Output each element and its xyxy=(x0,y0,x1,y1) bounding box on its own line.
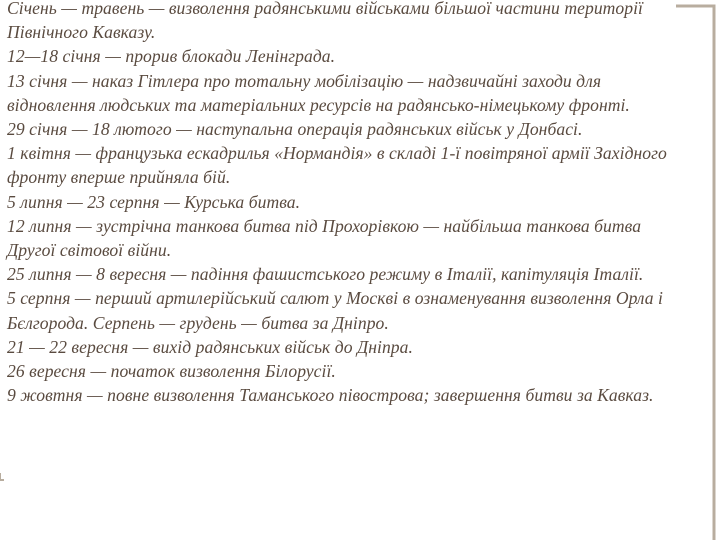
timeline-entry: 25 липня — 8 вересня — падіння фашистського режиму в Італії, капітуляція Італії. xyxy=(7,264,644,285)
timeline-entry: 12 липня — зустрічна танкова битва під Прохорівкою — найбільша танкова битва Другої світової війни. xyxy=(7,215,642,261)
timeline-entry: 1 квітня — французька ескадрилья «Нормандія» в складі 1-ї повітряної армії Західного фронту вперше прийняла бій. xyxy=(7,143,667,188)
timeline-entry: 5 липня — 23 серпня — Курська битва. xyxy=(7,191,301,212)
timeline-entry: Січень — травень — визволення радянськими військами більшої частини території Північного Кавказу. xyxy=(7,0,643,43)
timeline-entry: 13 січня — наказ Гітлера про тотальну мобілізацію — надзвичайні заходи для відновлення людських та матеріальних ресурсів на радянсько-німецькому фронті. xyxy=(7,70,630,115)
timeline-entry: 21 — 22 вересня — вихід радянських військ до Дніпра. xyxy=(7,336,413,357)
timeline-entry: 29 січня — 18 лютого — наступальна операція радянських військ у Донбасі. xyxy=(7,119,583,140)
timeline-entry: 9 жовтня — повне визволення Таманського півострова; завершення битви за Кавказ. xyxy=(7,385,654,406)
bottom-left-bracket xyxy=(0,473,4,480)
timeline-text xyxy=(7,0,667,407)
timeline-entry: 26 вересня — початок визволення Білорусії. xyxy=(7,361,336,382)
timeline-entry: 5 серпня — перший артилерійський салют у Москві в ознаменування визволення Орла і Бєлгорода. Серпень — грудень — битва за Дніпро. xyxy=(7,288,663,333)
timeline-entry: 12—18 січня — прорив блокади Ленінграда. xyxy=(7,46,336,67)
corner-brace-bracket xyxy=(676,6,714,540)
